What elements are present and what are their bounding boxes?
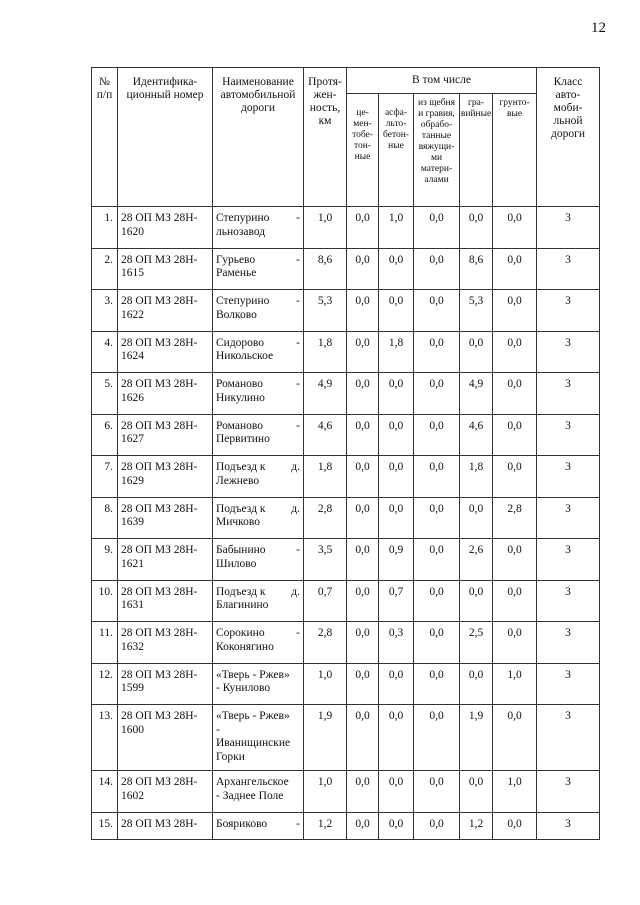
row-number: 4. [92,331,118,373]
road-name-separator: - [296,817,300,830]
road-name [213,456,304,498]
road-name-end: льнозавод [216,225,266,238]
road-name-line [216,420,303,434]
road-name-line [216,818,303,832]
road-length: 0,7 [304,580,347,622]
road-class: 3 [537,207,600,249]
gravel-treated-value: 0,0 [414,622,460,664]
asphalt-value: 0,0 [379,290,414,332]
ground-value: 0,0 [493,456,537,498]
road-name-separator: - [296,212,300,224]
road-id: 28 ОП МЗ 28Н- 1615 [118,248,213,290]
ground-value: 0,0 [493,705,537,771]
asphalt-value: 0,7 [379,580,414,622]
ground-value: 0,0 [493,248,537,290]
header-num: № п/п [92,68,118,207]
row-number: 6. [92,414,118,456]
table-row [92,373,600,415]
ground-value: 0,0 [493,539,537,581]
road-name-separator: - [296,378,300,390]
cement-value: 0,0 [347,771,379,813]
road-name-separator: - [296,336,300,349]
road-name-start: Архангельское [216,776,289,788]
road-id: 28 ОП МЗ 28Н- 1631 [118,580,213,622]
gravel-value: 0,0 [460,663,493,705]
road-name-end: Никулино [216,391,265,404]
road-name [213,497,304,539]
road-length: 8,6 [304,248,347,290]
road-id: 28 ОП МЗ 28Н- 1621 [118,539,213,581]
road-class: 3 [537,497,600,539]
roads-table [91,67,600,840]
road-name-line [216,710,303,724]
cement-value: 0,0 [347,414,379,456]
gravel-value: 4,9 [460,373,493,415]
cement-value: 0,0 [347,290,379,332]
road-length: 2,8 [304,622,347,664]
road-name-line [216,627,303,641]
road-name [213,373,304,415]
row-number: 5. [92,373,118,415]
ground-value: 0,0 [493,207,537,249]
cement-value: 0,0 [347,622,379,664]
road-name-start: Степурино [216,295,270,307]
road-name-start: Романово [216,419,263,432]
road-name [213,414,304,456]
header-length: Протя- жен- ность, км [304,68,347,207]
road-name-separator: д. [291,585,300,598]
header-sub-cement: це- мен- тобе- тон- ные [347,94,379,207]
row-number: 13. [92,705,118,771]
asphalt-value: 0,0 [379,705,414,771]
road-name-start: «Тверь - Ржев» [216,710,290,722]
road-length: 1,8 [304,331,347,373]
asphalt-value: 0,0 [379,497,414,539]
road-name-separator: д. [291,502,300,515]
table-row [92,248,600,290]
table-row [92,290,600,332]
road-class: 3 [537,663,600,705]
asphalt-value: 0,0 [379,771,414,813]
road-id: 28 ОП МЗ 28Н- 1602 [118,771,213,813]
gravel-value: 0,0 [460,207,493,249]
gravel-value: 0,0 [460,331,493,373]
row-number: 12. [92,663,118,705]
road-name-start: Сорокино [216,627,265,639]
road-name [213,248,304,290]
row-number: 3. [92,290,118,332]
road-name-start: Подъезд к [216,502,266,515]
gravel-treated-value: 0,0 [414,771,460,813]
road-id: 28 ОП МЗ 28Н- 1620 [118,207,213,249]
road-length: 3,5 [304,539,347,581]
road-name-end: Никольское [216,350,274,362]
asphalt-value: 0,3 [379,622,414,664]
road-name-start: Бабынино [216,544,266,556]
road-name-start: Подъезд к [216,461,266,473]
road-length: 4,9 [304,373,347,415]
road-class: 3 [537,705,600,771]
road-name-line [216,378,303,392]
cement-value: 0,0 [347,539,379,581]
road-name-end: Коконягино [216,640,274,653]
road-name-end: Лежнево [216,474,260,487]
gravel-value: 0,0 [460,771,493,813]
ground-value: 0,0 [493,331,537,373]
road-name-end: Благинино [216,599,269,611]
road-name-line [216,212,303,226]
road-name [213,705,304,771]
gravel-treated-value: 0,0 [414,705,460,771]
gravel-treated-value: 0,0 [414,373,460,415]
row-number: 1. [92,207,118,249]
gravel-treated-value: 0,0 [414,456,460,498]
road-name-end: Шилово [216,557,257,570]
gravel-treated-value: 0,0 [414,207,460,249]
road-name-end: - Кунилово [216,682,271,694]
cement-value: 0,0 [347,373,379,415]
header-group: В том числе [347,68,537,94]
road-id: 28 ОП МЗ 28Н- 1639 [118,497,213,539]
road-name-start: Сидорово [216,336,265,349]
road-length: 5,3 [304,290,347,332]
gravel-value: 1,9 [460,705,493,771]
gravel-value: 0,0 [460,497,493,539]
road-name [213,207,304,249]
road-id: 28 ОП МЗ 28Н- 1626 [118,373,213,415]
gravel-treated-value: 0,0 [414,290,460,332]
road-length: 4,6 [304,414,347,456]
row-number: 7. [92,456,118,498]
row-number: 8. [92,497,118,539]
row-number: 10. [92,580,118,622]
table-row [92,207,600,249]
cement-value: 0,0 [347,580,379,622]
header-name: Наименование автомобильной дороги [213,68,304,207]
ground-value: 1,0 [493,663,537,705]
row-number: 2. [92,248,118,290]
road-id: 28 ОП МЗ 28Н- 1632 [118,622,213,664]
ground-value: 0,0 [493,580,537,622]
asphalt-value: 0,0 [379,248,414,290]
road-name [213,663,304,705]
road-name-end: Первитино [216,433,270,445]
cement-value: 0,0 [347,456,379,498]
table-row [92,414,600,456]
road-class: 3 [537,580,600,622]
road-id: 28 ОП МЗ 28Н- 1600 [118,705,213,771]
row-number: 11. [92,622,118,664]
gravel-value: 0,0 [460,580,493,622]
road-name [213,580,304,622]
road-name-start: Бояриково [216,817,268,830]
asphalt-value: 1,8 [379,331,414,373]
road-name-separator: - [296,295,300,307]
road-length: 2,8 [304,497,347,539]
gravel-treated-value: 0,0 [414,663,460,705]
gravel-treated-value: 0,0 [414,248,460,290]
header-sub-asphalt: асфа- льто- бетон- ные [379,94,414,207]
gravel-value: 1,8 [460,456,493,498]
road-id: 28 ОП МЗ 28Н- 1624 [118,331,213,373]
asphalt-value: 0,0 [379,812,414,839]
road-class: 3 [537,290,600,332]
road-name [213,622,304,664]
road-name [213,771,304,813]
road-name-end: Волково [216,308,257,321]
road-name-line [216,776,303,790]
road-name-start: Гурьево [216,253,256,266]
road-class: 3 [537,771,600,813]
ground-value: 0,0 [493,373,537,415]
road-name-line [216,544,303,558]
road-name [213,812,304,839]
road-class: 3 [537,248,600,290]
road-name-start: «Тверь - Ржев» [216,668,290,681]
road-name [213,290,304,332]
gravel-treated-value: 0,0 [414,580,460,622]
header-sub-gravel-treated: из щебня и гравия, обрабо- танные вяжущи- ми матери- алами [414,94,460,207]
asphalt-value: 0,0 [379,414,414,456]
road-class: 3 [537,622,600,664]
gravel-treated-value: 0,0 [414,812,460,839]
cement-value: 0,0 [347,248,379,290]
road-class: 3 [537,812,600,839]
road-class: 3 [537,456,600,498]
gravel-treated-value: 0,0 [414,497,460,539]
cement-value: 0,0 [347,207,379,249]
table-body [92,207,600,840]
table-row [92,497,600,539]
header-id: Идентифика- ционный номер [118,68,213,207]
gravel-value: 5,3 [460,290,493,332]
cement-value: 0,0 [347,331,379,373]
road-length: 1,0 [304,207,347,249]
ground-value: 0,0 [493,812,537,839]
cement-value: 0,0 [347,812,379,839]
gravel-value: 2,5 [460,622,493,664]
road-class: 3 [537,331,600,373]
gravel-value: 2,6 [460,539,493,581]
road-class: 3 [537,539,600,581]
road-class: 3 [537,373,600,415]
road-id: 28 ОП МЗ 28Н- [118,812,213,839]
road-length: 1,2 [304,812,347,839]
road-name-end: Мичково [216,516,261,528]
gravel-value: 1,2 [460,812,493,839]
header-sub-ground: грунто- вые [493,94,537,207]
table-row [92,539,600,581]
road-name-line [216,669,303,683]
road-name-line [216,295,303,309]
road-name-separator: - [296,544,300,556]
row-number: 9. [92,539,118,581]
road-name-start: Романово [216,378,263,390]
road-name-separator: - [296,627,300,639]
gravel-value: 4,6 [460,414,493,456]
road-name-start: Степурино [216,212,270,224]
ground-value: 0,0 [493,290,537,332]
road-id: 28 ОП МЗ 28Н- 1622 [118,290,213,332]
road-length: 1,0 [304,771,347,813]
road-name [213,331,304,373]
ground-value: 2,8 [493,497,537,539]
road-length: 1,9 [304,705,347,771]
road-name-end: - Заднее Поле [216,789,284,802]
header-class: Класс авто- моби- льной дороги [537,68,600,207]
table-row [92,771,600,813]
asphalt-value: 0,9 [379,539,414,581]
table-row [92,331,600,373]
page-number: 12 [591,20,606,36]
asphalt-value: 0,0 [379,456,414,498]
road-id: 28 ОП МЗ 28Н- 1627 [118,414,213,456]
road-name-line [216,337,303,351]
table-row [92,705,600,771]
road-name-separator: - [296,253,300,266]
table-row [92,622,600,664]
road-class: 3 [537,414,600,456]
ground-value: 0,0 [493,414,537,456]
road-length: 1,0 [304,663,347,705]
gravel-treated-value: 0,0 [414,539,460,581]
cement-value: 0,0 [347,663,379,705]
asphalt-value: 0,0 [379,373,414,415]
asphalt-value: 0,0 [379,663,414,705]
road-name [213,539,304,581]
gravel-treated-value: 0,0 [414,414,460,456]
road-name-line [216,254,303,268]
ground-value: 0,0 [493,622,537,664]
road-length: 1,8 [304,456,347,498]
table-header [92,68,600,207]
row-number: 15. [92,812,118,839]
table-row [92,812,600,839]
table-row [92,456,600,498]
road-name-line [216,461,303,475]
gravel-treated-value: 0,0 [414,331,460,373]
road-id: 28 ОП МЗ 28Н- 1629 [118,456,213,498]
road-name-end: - Иванищинские Горки [216,723,291,763]
road-name-end: Раменье [216,267,257,279]
cement-value: 0,0 [347,497,379,539]
road-id: 28 ОП МЗ 28Н- 1599 [118,663,213,705]
road-name-separator: - [296,419,300,432]
cement-value: 0,0 [347,705,379,771]
header-sub-gravel: гра- вийные [460,94,493,207]
road-name-separator: д. [291,461,300,473]
road-name-line [216,503,303,517]
gravel-value: 8,6 [460,248,493,290]
table-row [92,663,600,705]
road-name-start: Подъезд к [216,585,266,598]
row-number: 14. [92,771,118,813]
table-row [92,580,600,622]
ground-value: 1,0 [493,771,537,813]
road-name-line [216,586,303,600]
asphalt-value: 1,0 [379,207,414,249]
